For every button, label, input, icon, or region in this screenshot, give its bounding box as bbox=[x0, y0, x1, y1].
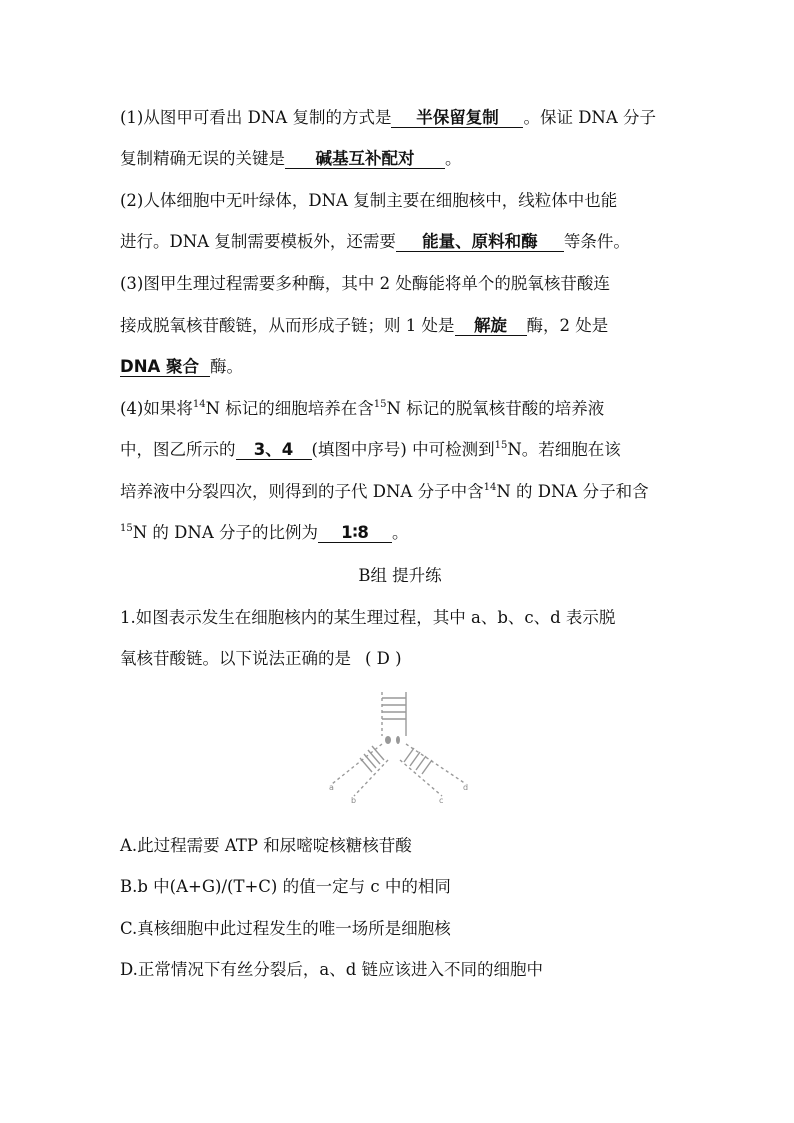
q4-line-3 bbox=[120, 482, 680, 502]
strand-d-parent bbox=[406, 744, 466, 784]
option-b: B.b 中(A+G)/(T+C) 的值一定与 c 中的相同 bbox=[120, 877, 451, 896]
label-c: c bbox=[439, 796, 444, 805]
q4-line-1 bbox=[120, 399, 680, 419]
q1-answer-replication-mode: 半保留复制 bbox=[391, 109, 523, 128]
q4-text: N 的 DNA 分子的比例为 bbox=[132, 523, 318, 542]
base-pair bbox=[410, 752, 420, 766]
q2-line-2 bbox=[120, 232, 680, 252]
q4-text: N。若细胞在该 bbox=[507, 440, 621, 459]
q1-line-2 bbox=[120, 149, 680, 169]
isotope-superscript: 15 bbox=[494, 440, 508, 451]
q3-text: 图甲生理过程需要多种酶，其中 2 处酶能将单个的脱氧核苷酸连 bbox=[143, 274, 610, 293]
strand-a-parent bbox=[332, 744, 382, 784]
q3-line-3 bbox=[120, 357, 680, 377]
strand-b-daughter bbox=[354, 760, 388, 796]
b1-line-2 bbox=[120, 649, 680, 669]
isotope-superscript: 14 bbox=[192, 399, 206, 410]
q3-line-2 bbox=[120, 316, 680, 336]
label-a: a bbox=[329, 783, 334, 792]
q4-text: N 标记的脱氧核苷酸的培养液 bbox=[386, 399, 605, 418]
q3-text: 酶，2 处是 bbox=[526, 316, 609, 335]
base-pair bbox=[416, 756, 426, 770]
base-pair bbox=[368, 750, 380, 764]
q2-answer-conditions: 能量、原料和酶 bbox=[396, 233, 564, 252]
q1-text: 从图甲可看出 DNA 复制的方式是 bbox=[143, 108, 392, 127]
q1-answer-key-factor: 碱基互补配对 bbox=[285, 150, 445, 169]
section-title: B组 提升练 bbox=[358, 566, 442, 585]
base-pair bbox=[364, 754, 376, 768]
q1-label: (1) bbox=[120, 108, 144, 127]
q4-label: (4) bbox=[120, 399, 144, 418]
replication-fork-diagram bbox=[320, 688, 480, 808]
q4-answer-ratio: 1∶8 bbox=[318, 524, 392, 543]
enzyme-marker bbox=[396, 736, 400, 744]
q4-text: N 的 DNA 分子和含 bbox=[496, 482, 649, 501]
strand-c-daughter bbox=[400, 760, 442, 796]
q2-text: 进行。DNA 复制需要模板外，还需要 bbox=[120, 232, 396, 251]
b1-text: 氧核苷酸链。以下说法正确的是 bbox=[120, 649, 351, 668]
q4-text: (填图中序号) 中可检测到 bbox=[311, 440, 495, 459]
label-d: d bbox=[463, 783, 469, 792]
q3-label: (3) bbox=[120, 274, 144, 293]
q3-text: 接成脱氧核苷酸链，从而形成子链；则 1 处是 bbox=[120, 316, 455, 335]
q4-answer-positions: 3、4 bbox=[236, 441, 312, 460]
isotope-superscript: 14 bbox=[483, 482, 497, 493]
q1-text: 复制精确无误的关键是 bbox=[120, 149, 285, 168]
q1-text: 。 bbox=[445, 149, 462, 168]
q4-line-2 bbox=[120, 440, 680, 460]
q2-label: (2) bbox=[120, 191, 144, 210]
option-d: D.正常情况下有丝分裂后，a、d 链应该进入不同的细胞中 bbox=[120, 960, 544, 979]
label-b: b bbox=[351, 796, 357, 805]
q4-text: N 标记的细胞培养在含 bbox=[205, 399, 374, 418]
base-pair bbox=[422, 760, 432, 774]
b1-answer: ( D ) bbox=[365, 649, 402, 668]
q4-text: 如果将 bbox=[143, 399, 193, 418]
q3-line-1 bbox=[120, 274, 680, 294]
q3-answer-enzyme-1: 解旋 bbox=[455, 317, 527, 336]
q4-text: 中，图乙所示的 bbox=[120, 440, 236, 459]
isotope-superscript: 15 bbox=[373, 399, 387, 410]
b1-line-1: 1.如图表示发生在细胞核内的某生理过程，其中 a、b、c、d 表示脱 bbox=[120, 608, 616, 627]
base-pair bbox=[360, 758, 372, 772]
q3-answer-enzyme-2: DNA 聚合 bbox=[120, 358, 210, 377]
enzyme-marker bbox=[385, 736, 391, 744]
q2-text: 人体细胞中无叶绿体，DNA 复制主要在细胞核中，线粒体中也能 bbox=[143, 191, 618, 210]
q1-text: 。保证 DNA 分子 bbox=[523, 108, 657, 127]
q3-text: 酶。 bbox=[210, 357, 243, 376]
option-c: C.真核细胞中此过程发生的唯一场所是细胞核 bbox=[120, 919, 451, 938]
q2-text: 等条件。 bbox=[563, 232, 630, 251]
q4-line-4 bbox=[120, 523, 680, 543]
base-pair bbox=[404, 748, 414, 762]
q4-text: 。 bbox=[392, 523, 409, 542]
isotope-superscript: 15 bbox=[120, 523, 133, 534]
q4-text: 培养液中分裂四次，则得到的子代 DNA 分子中含 bbox=[120, 482, 484, 501]
q1-line-1 bbox=[120, 108, 680, 128]
option-a: A.此过程需要 ATP 和尿嘧啶核糖核苷酸 bbox=[120, 836, 412, 855]
q2-line-1 bbox=[120, 191, 680, 211]
base-pair bbox=[372, 746, 384, 760]
